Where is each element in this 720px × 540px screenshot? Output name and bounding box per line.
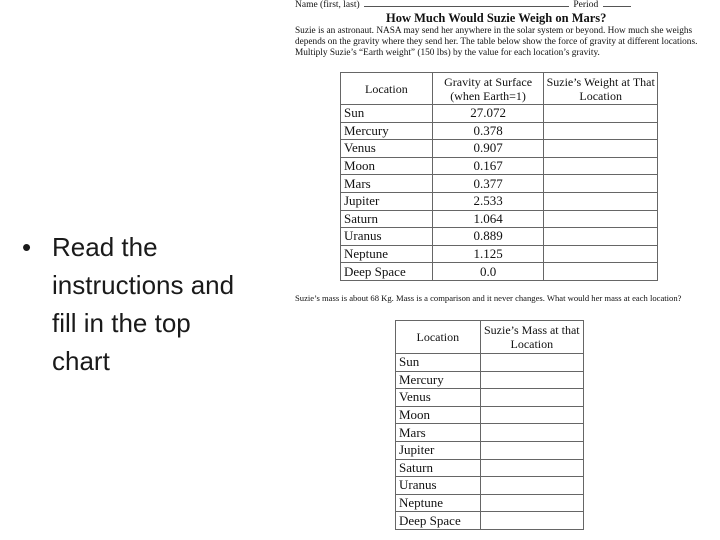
gravity-table <box>340 72 658 281</box>
table-row <box>341 157 658 175</box>
table-row <box>341 263 658 281</box>
weight-answer-cell[interactable] <box>544 228 658 246</box>
worksheet-title: How Much Would Suzie Weigh on Mars? <box>386 11 607 25</box>
header-mass: Suzie’s Mass at that Location <box>480 321 583 354</box>
weight-answer-cell[interactable] <box>544 210 658 228</box>
table-row <box>396 406 584 424</box>
weight-answer-cell[interactable] <box>544 140 658 158</box>
location-cell: Venus <box>341 140 433 158</box>
mass-table <box>395 320 584 530</box>
gravity-cell: 2.533 <box>432 192 544 210</box>
name-label: Name (first, last) <box>295 0 360 10</box>
table-row <box>341 175 658 193</box>
table-row <box>396 354 584 372</box>
table-row <box>396 371 584 389</box>
mass-answer-cell[interactable] <box>480 512 583 530</box>
location-cell: Mars <box>341 175 433 193</box>
location-cell: Deep Space <box>396 512 481 530</box>
gravity-cell: 0.167 <box>432 157 544 175</box>
location-cell: Mercury <box>341 122 433 140</box>
table-row <box>341 122 658 140</box>
table-row <box>341 245 658 263</box>
location-cell: Sun <box>396 354 481 372</box>
mass-answer-cell[interactable] <box>480 494 583 512</box>
table-row <box>341 210 658 228</box>
location-cell: Jupiter <box>341 192 433 210</box>
mass-answer-cell[interactable] <box>480 477 583 495</box>
table-header-row <box>341 73 658 105</box>
mass-answer-cell[interactable] <box>480 459 583 477</box>
mass-answer-cell[interactable] <box>480 406 583 424</box>
instruction-text: Read the instructions and fill in the top chart <box>52 232 235 376</box>
table-row <box>396 459 584 477</box>
location-cell: Saturn <box>396 459 481 477</box>
table-row <box>396 512 584 530</box>
location-cell: Uranus <box>396 477 481 495</box>
gravity-cell: 0.907 <box>432 140 544 158</box>
period-label: Period <box>573 0 599 10</box>
period-blank <box>603 6 631 7</box>
table-row <box>396 494 584 512</box>
table-row <box>341 105 658 123</box>
header-location: Location <box>396 321 481 354</box>
table-row <box>341 228 658 246</box>
location-cell: Uranus <box>341 228 433 246</box>
weight-answer-cell[interactable] <box>544 105 658 123</box>
location-cell: Mars <box>396 424 481 442</box>
table-row <box>396 441 584 459</box>
location-cell: Venus <box>396 389 481 407</box>
mass-answer-cell[interactable] <box>480 424 583 442</box>
instruction-bullet <box>22 228 252 380</box>
mass-answer-cell[interactable] <box>480 441 583 459</box>
location-cell: Mercury <box>396 371 481 389</box>
weight-answer-cell[interactable] <box>544 245 658 263</box>
mass-question: Suzie’s mass is about 68 Kg. Mass is a comparison and it never changes. What would her mass at each location? <box>295 293 682 303</box>
location-cell: Sun <box>341 105 433 123</box>
table-row <box>396 424 584 442</box>
gravity-cell: 1.064 <box>432 210 544 228</box>
gravity-cell: 0.889 <box>432 228 544 246</box>
header-weight: Suzie’s Weight at That Location <box>544 73 658 105</box>
weight-answer-cell[interactable] <box>544 263 658 281</box>
table-header-row <box>396 321 584 354</box>
worksheet <box>290 0 720 540</box>
weight-answer-cell[interactable] <box>544 157 658 175</box>
table-row <box>341 192 658 210</box>
mass-answer-cell[interactable] <box>480 354 583 372</box>
gravity-cell: 0.0 <box>432 263 544 281</box>
mass-answer-cell[interactable] <box>480 389 583 407</box>
table-row <box>341 140 658 158</box>
name-period-line <box>295 0 675 10</box>
location-cell: Neptune <box>341 245 433 263</box>
header-location: Location <box>341 73 433 105</box>
location-cell: Moon <box>341 157 433 175</box>
location-cell: Deep Space <box>341 263 433 281</box>
location-cell: Moon <box>396 406 481 424</box>
weight-answer-cell[interactable] <box>544 175 658 193</box>
gravity-cell: 1.125 <box>432 245 544 263</box>
bullet-dot: • <box>22 232 32 262</box>
name-blank <box>364 6 569 7</box>
gravity-cell: 0.377 <box>432 175 544 193</box>
header-gravity: Gravity at Surface (when Earth=1) <box>432 73 544 105</box>
weight-answer-cell[interactable] <box>544 192 658 210</box>
table-row <box>396 477 584 495</box>
weight-answer-cell[interactable] <box>544 122 658 140</box>
location-cell: Saturn <box>341 210 433 228</box>
mass-answer-cell[interactable] <box>480 371 583 389</box>
location-cell: Jupiter <box>396 441 481 459</box>
table-row <box>396 389 584 407</box>
location-cell: Neptune <box>396 494 481 512</box>
gravity-cell: 0.378 <box>432 122 544 140</box>
gravity-cell: 27.072 <box>432 105 544 123</box>
intro-paragraph: Suzie is an astronaut. NASA may send her anywhere in the solar system or beyond. How much she weighs depends on the gravity where they send her. The table below show the force of gravity at different locations. Multiply Suzie’s “Earth weight” (150 lbs) by the value for each location’s gravity. <box>295 26 698 58</box>
